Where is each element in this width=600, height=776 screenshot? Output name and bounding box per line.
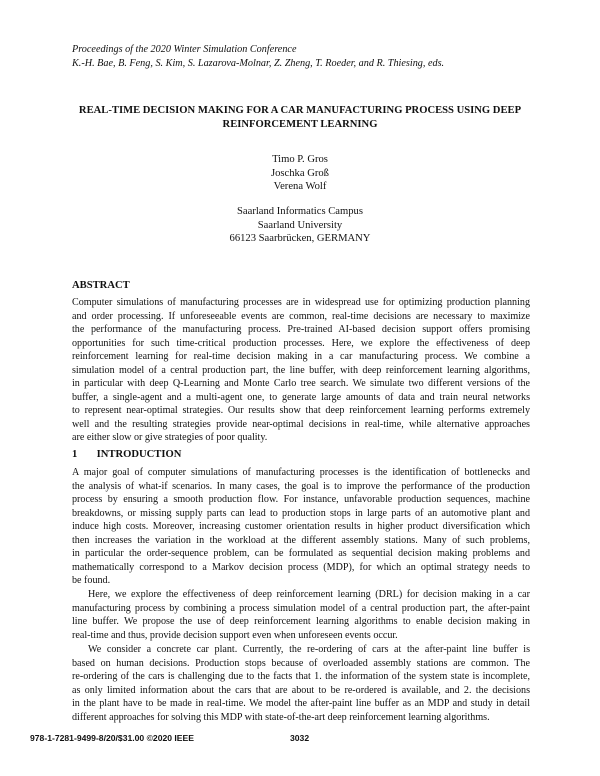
abstract-line: and order processing. If unforeseeable events are common, real-time decisions are necessary to maximize — [72, 310, 530, 322]
page-number: 3032 — [290, 733, 310, 743]
paragraph-line: real-time and thus, provide decision support even when unforeseen events occur. — [72, 629, 398, 641]
paragraph-line: line buffer. We propose the use of deep reinforcement learning algorithms to enable decision making in — [72, 616, 530, 628]
abstract-line: are either slow or give strategies of poor quality. — [72, 432, 268, 444]
proceedings-header — [72, 43, 542, 71]
paragraph-line: induce high costs. Moreover, increasing customer orientation results in higher product diversification which — [72, 521, 530, 533]
paragraph-line: A major goal of computer simulations of manufacturing processes is the identification of bottlenecks and — [72, 467, 530, 478]
abstract-body — [72, 296, 530, 445]
paragraph-line: manufacturing process by combining a process simulation model of a central production part, the after-paint — [72, 602, 530, 614]
paper-title — [60, 104, 540, 132]
paragraph-line: Here, we explore the effectiveness of deep reinforcement learning (DRL) for decision making in a car — [88, 589, 530, 600]
proceedings-editors: K.-H. Bae, B. Feng, S. Kim, S. Lazarova-Molnar, Z. Zheng, T. Roeder, and R. Thiesing, eds. — [72, 58, 445, 69]
abstract-line: simulation model of a central production part, the line buffer, with deep reinforcement learning algorithms, — [72, 364, 530, 376]
affiliation — [0, 205, 600, 246]
paragraph-line: be found. — [72, 575, 111, 587]
paragraph-line: then increases the variation in the workload at the different assembly stations. Many of such problems, — [72, 534, 530, 546]
author-name: Verena Wolf — [273, 181, 327, 192]
isbn-copyright: 978-1-7281-9499-8/20/$31.00 ©2020 IEEE — [30, 733, 195, 743]
paragraph-line: breakdowns, or missing supply parts can lead to production stops in large parts of an automotive plant and — [72, 507, 530, 519]
abstract-line: opportunities for such time-critical production processes. Here, we explore the effectiveness of deep — [72, 337, 530, 349]
paragraph-line: in particular the order-sequence problem, can be formulated as sequential decision making problems and — [72, 548, 530, 560]
author-name: Timo P. Gros — [272, 154, 328, 165]
abstract-line: reinforcement learning for real-time decision making in a car manufacturing process. We combine a — [72, 351, 530, 363]
abstract-line: the performance of the manufacturing process. Pre-trained AI-based decision support offers promising — [72, 324, 530, 336]
intro-paragraph-3 — [72, 643, 530, 724]
author-name: Joschka Groß — [271, 167, 329, 179]
abstract-line: to represent near-optimal strategies. Our results show that deep reinforcement learning performs extremely — [72, 405, 530, 417]
proceedings-title: Proceedings of the 2020 Winter Simulation Conference — [72, 44, 297, 55]
intro-paragraph-1 — [72, 466, 530, 588]
abstract-line: in particular with deep Q-Learning and Monte Carlo tree search. We simulate two different versions of the — [72, 378, 530, 390]
paragraph-line: re-ordering of the cars is challenging due to the facts that 1. the information of the system state is incomplete, — [72, 671, 530, 683]
paragraph-line: process by ensuring a smooth production flow. For instance, unfavorable production sequences, machine — [72, 494, 530, 506]
section-number: 1 — [72, 449, 78, 460]
section-heading — [72, 449, 181, 460]
affiliation-line: 66123 Saarbrücken, GERMANY — [229, 233, 371, 244]
abstract-line: well and the resulting strategies provide near-optimal decisions in real-time, while alternative approaches — [72, 418, 530, 430]
affiliation-line: Saarland Informatics Campus — [237, 206, 363, 217]
author-list — [0, 153, 600, 194]
abstract-heading: ABSTRACT — [72, 280, 130, 291]
abstract-line: Computer simulations of manufacturing processes are in widespread use for optimizing production planning — [72, 297, 530, 308]
paragraph-line: mathematically correspond to a Markov decision process (MDP), for which an optimal strategy needs to — [72, 561, 530, 573]
paragraph-line: as only limited information about the cars that are about to be re-ordered is available, and 2. the decisions — [72, 684, 530, 696]
paragraph-line: the analysis of what-if scenarios. In many cases, the goal is to improve the performance of the production — [72, 480, 530, 492]
intro-paragraph-2 — [72, 588, 530, 642]
paragraph-line: based on human decisions. Production stops because of overloaded assembly stations are common. The — [72, 657, 530, 669]
paper-title-line-2: REINFORCEMENT LEARNING — [222, 119, 378, 130]
paragraph-line: We consider a concrete car plant. Currently, the re-ordering of cars at the after-paint line buffer is — [88, 644, 530, 655]
abstract-line: buffer, a single-agent and a multi-agent one, to generate large amounts of data and train neural networks — [72, 391, 530, 403]
affiliation-line: Saarland University — [257, 219, 343, 231]
paragraph-line: different approaches for solving this MDP with state-of-the-art deep reinforcement learning algorithms. — [72, 711, 490, 723]
paper-title-line-1: REAL-TIME DECISION MAKING FOR A CAR MANUFACTURING PROCESS USING DEEP — [78, 105, 522, 116]
section-title: INTRODUCTION — [96, 449, 182, 460]
paragraph-line: in the plant have to be made in real-time. We model the after-paint line buffer as an MDP and study in detail — [72, 698, 530, 710]
